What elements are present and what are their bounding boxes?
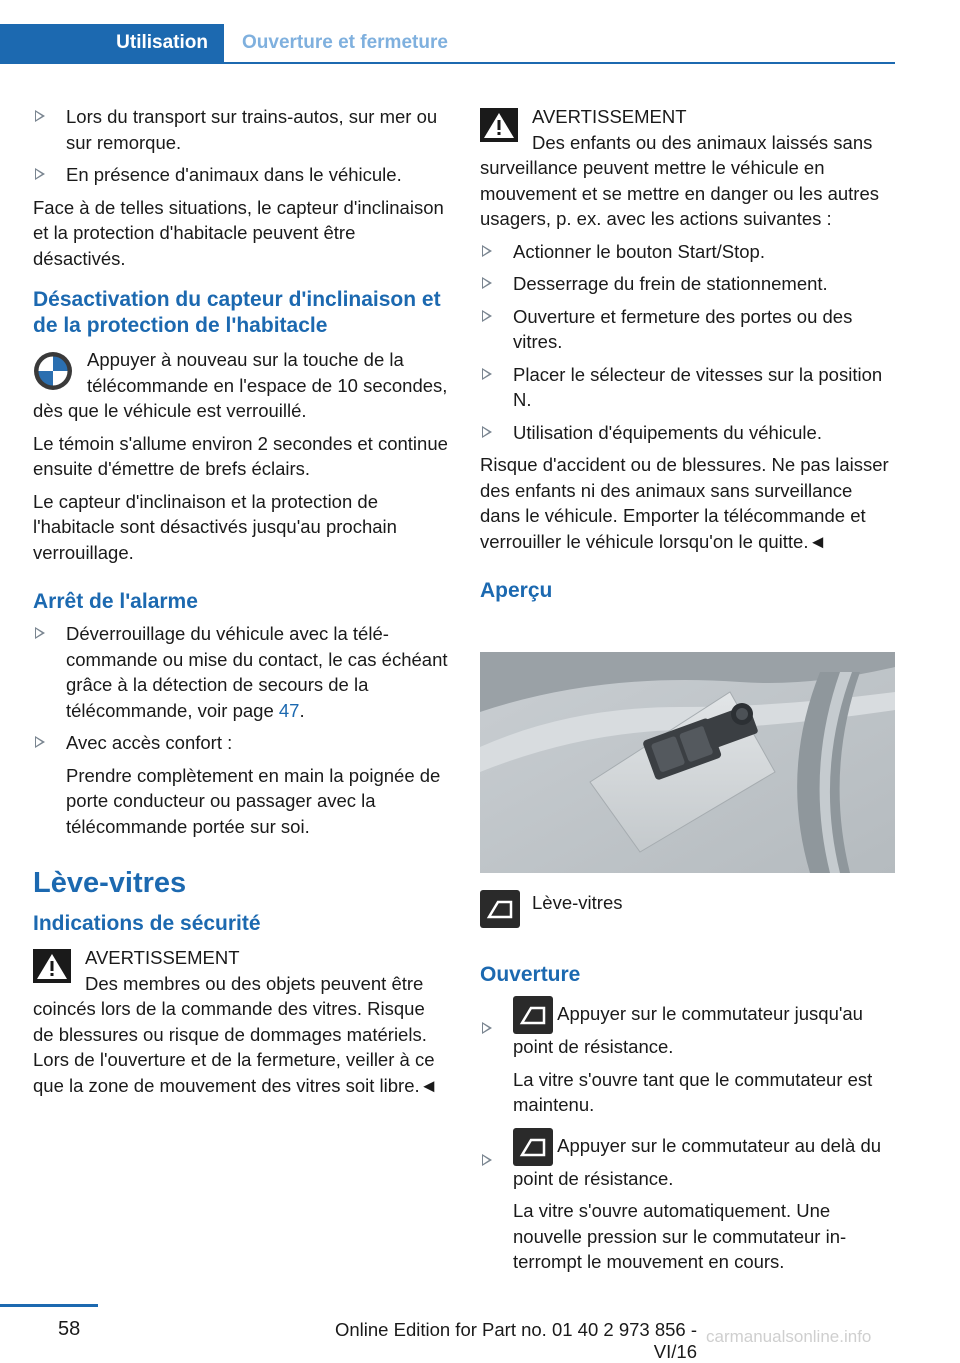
left-column <box>33 104 448 1098</box>
window-glyph-icon <box>513 996 553 1034</box>
list-item: Avec accès confort : Prendre complètement en main la poignée de porte conducteur ou passager avec la télécommande portée sur soi. <box>33 730 448 839</box>
page-number: 58 <box>58 1318 81 1340</box>
list-item: Utilisation d'équipements du véhicule. <box>480 420 895 446</box>
triangle-bullet-icon <box>482 310 492 322</box>
right-column-lower <box>480 890 895 1282</box>
triangle-bullet-icon <box>35 110 45 122</box>
triangle-bullet-icon <box>482 1154 492 1166</box>
page-header <box>0 24 895 64</box>
warning-icon <box>480 108 518 142</box>
warning-block-left <box>33 945 448 1098</box>
triangle-bullet-icon <box>482 1022 492 1034</box>
list-item: Déverrouillage du véhicule avec la télécommande ou mise du contact, le cas échéant grâce à la détection de secours de la télécommande, voir page 47. <box>33 621 448 723</box>
window-glyph-icon <box>480 890 520 928</box>
list-item: Appuyer sur le commutateur jusqu'au point de résistance. La vitre s'ouvre tant que le commutateur est maintenu. <box>480 996 895 1118</box>
watermark: carmanualsonline.info <box>706 1327 872 1346</box>
heading-arret: Arrêt de l'alarme <box>33 590 198 613</box>
paragraph-appuyer: Appuyer à nouveau sur la touche de la télécommande en l'espace de 10 secondes, dès que le véhicule est verrouillé. <box>33 349 448 421</box>
heading-ouverture: Ouverture <box>480 963 581 986</box>
warning-title: AVERTISSEMENT <box>85 947 240 968</box>
window-switch-icon <box>513 996 553 1034</box>
sub-paragraph: Prendre complètement en main la poignée de porte conducteur ou passager avec la télécommande portée sur soi. <box>66 764 441 837</box>
bullet-list-arret <box>33 621 448 839</box>
list-item: Actionner le bouton Start/Stop. <box>480 239 895 265</box>
list-item: Lors du transport sur trains-autos, sur mer ou sur remorque. <box>33 104 448 155</box>
triangle-bullet-icon <box>482 426 492 438</box>
heading-leve-vitres: Lève-vitres <box>33 867 187 899</box>
heading-securite: Indications de sécurité <box>33 912 261 935</box>
paragraph-situations: Face à de telles situations, le capteur d'inclinaison et la protection d'habitacle peuvent être désactivés. <box>33 196 444 269</box>
triangle-bullet-icon <box>35 627 45 639</box>
warning-text: Des enfants ou des animaux laissés sans surveillance peuvent mettre le véhicule en mouvement et se mettre en danger ou les autres usagers, p. ex. avec les actions suivantes : <box>480 131 879 229</box>
sub-paragraph: La vitre s'ouvre automatiquement. Une nouvelle pression sur le commutateur interrompt le mouvement en cours. <box>513 1200 847 1272</box>
list-item: Ouverture et fermeture des portes ou des vitres. <box>480 304 895 355</box>
warning-text: Des membres ou des objets peuvent être coincés lors de la commande des vitres. Risque de blessures ou risque de dommages matériels. Lors de l'ouverture et de la fermeture, veiller à ce que la zone de mouvement des vitres soit libre.◄ <box>33 972 438 1096</box>
window-switch-icon <box>480 890 520 928</box>
online-edition: Online Edition for Part no. 01 40 2 973 856 - VI/16 <box>334 1319 697 1362</box>
triangle-bullet-icon <box>482 245 492 257</box>
bmw-key-icon <box>33 351 73 391</box>
warning-title: AVERTISSEMENT <box>532 106 687 127</box>
legend-row <box>480 890 895 934</box>
warning-icon <box>33 949 71 983</box>
window-switch-icon <box>513 1128 553 1166</box>
warning-block-right <box>480 104 895 232</box>
list-item: Desserrage du frein de stationnement. <box>480 271 895 297</box>
bullet-list-top <box>33 104 448 188</box>
triangle-bullet-icon <box>35 168 45 180</box>
triangle-bullet-icon <box>482 368 492 380</box>
footer-rule <box>0 1304 98 1307</box>
list-item: En présence d'animaux dans le véhicule. <box>33 162 448 188</box>
triangle-bullet-icon <box>482 277 492 289</box>
window-switch-photo <box>480 652 895 873</box>
window-glyph-icon <box>513 1128 553 1166</box>
triangle-bullet-icon <box>35 736 45 748</box>
paragraph-capteur: Le capteur d'inclinaison et la protection de l'habitacle sont désactivés jusqu'au prochain verrouillage. <box>33 490 397 563</box>
tab-ouverture-fermeture[interactable]: Ouverture et fermeture <box>242 32 448 53</box>
legend-label: Lève-vitres <box>532 892 623 913</box>
tab-utilisation[interactable]: Utilisation <box>0 24 224 62</box>
list-item: Placer le sélecteur de vitesses sur la position N. <box>480 362 895 413</box>
right-column <box>480 104 895 604</box>
bullet-list-actions <box>480 239 895 446</box>
sub-paragraph: La vitre s'ouvre tant que le commutateur est maintenu. <box>513 1068 873 1115</box>
paragraph-risque: Risque d'accident ou de blessures. Ne pas laisser des enfants ni des animaux sans surveillance dans le véhicule. Emporter la télécommande et verrouiller le véhicule lorsqu'on le quitte.◄ <box>480 454 889 552</box>
list-item: Appuyer sur le commutateur au delà du point de résistance. La vitre s'ouvre automatiquement. Une nouvelle pression sur le commutateur interrompt le mouvement en cours. <box>480 1128 895 1275</box>
bullet-list-ouverture <box>480 996 895 1275</box>
heading-desactivation: Désactivation du capteur d'inclinaison et de la protection de l'habitacle <box>33 288 441 337</box>
paragraph-temoin: Le témoin s'allume environ 2 secondes et continue ensuite d'émettre de brefs éclairs. <box>33 432 448 479</box>
page-link[interactable]: 47 <box>278 699 300 721</box>
heading-apercu: Aperçu <box>480 579 553 602</box>
